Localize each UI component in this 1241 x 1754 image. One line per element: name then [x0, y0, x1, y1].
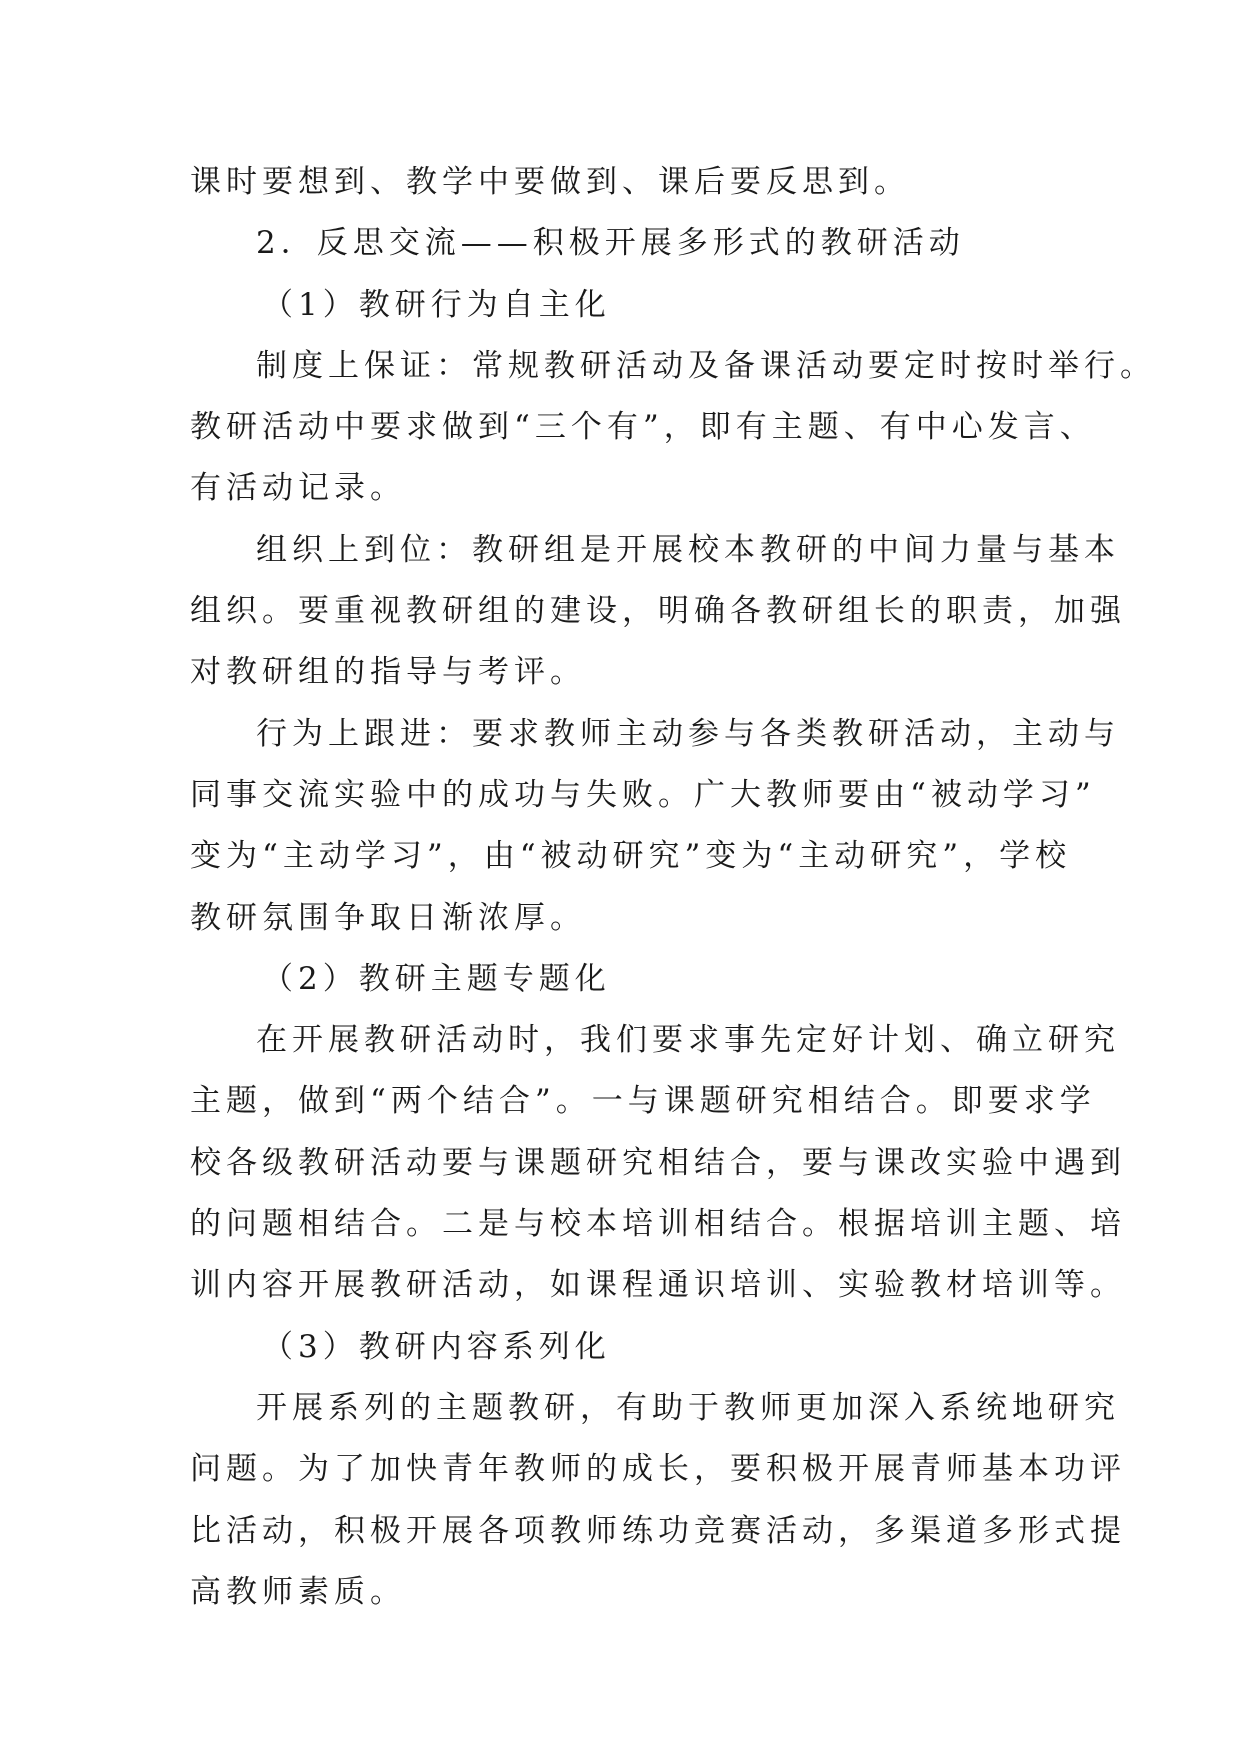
text-line: 同事交流实验中的成功与失败。广大教师要由“被动学习” — [190, 776, 1096, 813]
section-heading: 2．反思交流——积极开展多形式的教研活动 — [256, 225, 965, 262]
text-line: 训内容开展教研活动，如课程通识培训、实验教材培训等。 — [190, 1267, 1126, 1304]
text-line: 组织上到位：教研组是开展校本教研的中间力量与基本 — [256, 531, 1120, 568]
text-line: 主题，做到“两个结合”。一与课题研究相结合。即要求学 — [190, 1083, 1096, 1120]
text-line: 的问题相结合。二是与校本培训相结合。根据培训主题、培 — [190, 1206, 1126, 1243]
text-line: 变为“主动学习”，由“被动研究”变为“主动研究”，学校 — [190, 838, 1072, 875]
text-line: 校各级教研活动要与课题研究相结合，要与课改实验中遇到 — [190, 1144, 1126, 1181]
text-line: 在开展教研活动时，我们要求事先定好计划、确立研究 — [256, 1022, 1120, 1059]
text-line: 高教师素质。 — [190, 1573, 406, 1610]
text-line: 教研活动中要求做到“三个有”，即有主题、有中心发言、 — [190, 409, 1096, 446]
text-line: 有活动记录。 — [190, 470, 406, 507]
subsection-heading: （3）教研内容系列化 — [262, 1328, 611, 1365]
body-text — [190, 152, 1156, 1623]
text-line: 教研氛围争取日渐浓厚。 — [190, 899, 586, 936]
subsection-heading: （2）教研主题专题化 — [262, 960, 611, 997]
text-line: 行为上跟进：要求教师主动参与各类教研活动，主动与 — [256, 715, 1120, 752]
text-line: 比活动，积极开展各项教师练功竞赛活动，多渠道多形式提 — [190, 1512, 1126, 1549]
text-line: 制度上保证：常规教研活动及备课活动要定时按时举行。 — [256, 347, 1156, 384]
subsection-heading: （1）教研行为自主化 — [262, 286, 611, 323]
text-line: 开展系列的主题教研，有助于教师更加深入系统地研究 — [256, 1389, 1120, 1426]
text-line: 课时要想到、教学中要做到、课后要反思到。 — [190, 164, 910, 200]
text-line: 问题。为了加快青年教师的成长，要积极开展青师基本功评 — [190, 1451, 1126, 1488]
text-line: 对教研组的指导与考评。 — [190, 654, 586, 691]
text-line: 组织。要重视教研组的建设，明确各教研组长的职责，加强 — [190, 593, 1126, 630]
